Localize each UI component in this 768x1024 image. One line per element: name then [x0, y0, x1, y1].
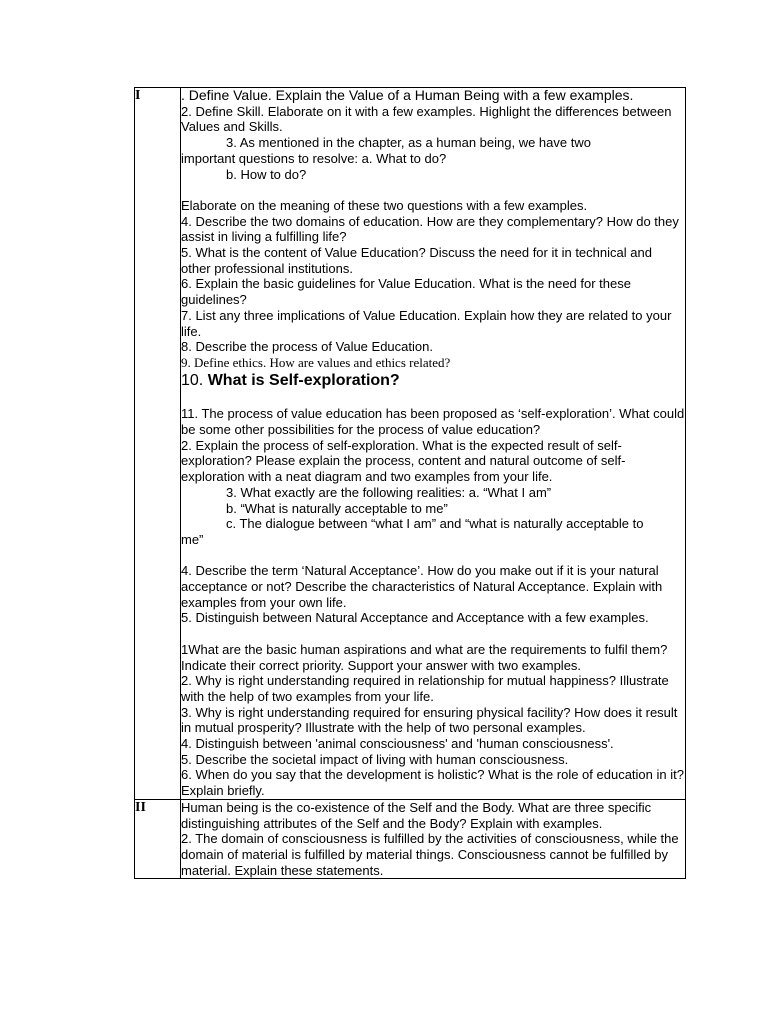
unit-row [135, 799, 686, 879]
question-line: 9. Define ethics. How are values and ethics related? [181, 354, 451, 370]
question-line: 3. As mentioned in the chapter, as a human being, we have two [226, 135, 591, 151]
question-line: me” [181, 531, 204, 547]
blank-line [181, 626, 685, 642]
unit-row [135, 88, 686, 800]
question-number: 10. [181, 371, 208, 389]
unit-label: I [135, 88, 181, 800]
question-line: 7. List any three implications of Value Education. Explain how they are related to your life. [181, 307, 672, 339]
question-line: b. How to do? [226, 166, 307, 182]
question-text: What is Self-exploration? [207, 371, 400, 389]
question-line: 3. What exactly are the following realities: a. “What I am” [226, 484, 552, 500]
unit-label: II [135, 799, 181, 879]
blank-line [181, 548, 685, 564]
question-line: 2. Define Skill. Elaborate on it with a few examples. Highlight the differences between Values and Skills. [181, 103, 672, 135]
question-table [134, 87, 686, 879]
question-line: 4. Distinguish between 'animal consciousness' and 'human consciousness'. [181, 736, 614, 752]
question-line: 6. Explain the basic guidelines for Value Education. What is the need for these guidelines? [181, 276, 631, 308]
question-line: 5. What is the content of Value Education? Discuss the need for it in technical and other professional institutions. [181, 245, 652, 276]
question-line: 2. Explain the process of self-exploration. What is the expected result of self-exploration? Please explain the process, content and natural outcome of self-exploration with a neat diagram and two examples from your life. [181, 437, 626, 485]
question-line: 2. The domain of consciousness is fulfilled by the activities of consciousness, while the domain of material is fulfilled by material things. Consciousness cannot be fulfilled by material. Explain these statements. [181, 831, 679, 878]
question-line: 4. Describe the term ‘Natural Acceptance’. How do you make out if it is your natural acceptance or not? Describe the characteristics of Natural Acceptance. Explain with examples from your own life. [181, 563, 663, 610]
question-line: c. The dialogue between “what I am” and “what is naturally acceptable to [226, 516, 644, 532]
blank-line [181, 182, 685, 198]
question-line: 5. Distinguish between Natural Acceptance and Acceptance with a few examples. [181, 610, 649, 626]
blank-line [181, 391, 685, 407]
question-list [181, 799, 686, 879]
question-line: 3. Why is right understanding required for ensuring physical facility? How does it result in mutual prosperity? Illustrate with the help of two personal examples. [181, 704, 678, 736]
question-line: 8. Describe the process of Value Education. [181, 339, 433, 355]
question-line: 11. The process of value education has been proposed as ‘self-exploration’. What could be some other possibilities for the process of value education? [181, 406, 685, 438]
question-line [181, 371, 685, 391]
question-line: 5. Describe the societal impact of living with human consciousness. [181, 751, 569, 767]
question-line: 6. When do you say that the development is holistic? What is the role of education in it? Explain briefly. [181, 767, 684, 799]
question-line: Human being is the co-existence of the Self and the Body. What are three specific distinguishing attributes of the Self and the Body? Explain with examples. [181, 799, 652, 831]
question-line: important questions to resolve: a. What to do? [181, 150, 447, 166]
question-list [181, 88, 686, 800]
question-line: 2. Why is right understanding required in relationship for mutual happiness? Illustrate with the help of two examples from your life. [181, 673, 669, 704]
question-line: 1What are the basic human aspirations and what are the requirements to fulfil them? Indicate their correct priority. Support your answer with two examples. [181, 641, 668, 673]
question-line: . Define Value. Explain the Value of a Human Being with a few examples. [181, 87, 634, 103]
question-line: b. “What is naturally acceptable to me” [226, 500, 448, 516]
question-line: 4. Describe the two domains of education. How are they complementary? How do they assist in living a fulfilling life? [181, 213, 679, 245]
question-line: Elaborate on the meaning of these two questions with a few examples. [181, 197, 588, 213]
